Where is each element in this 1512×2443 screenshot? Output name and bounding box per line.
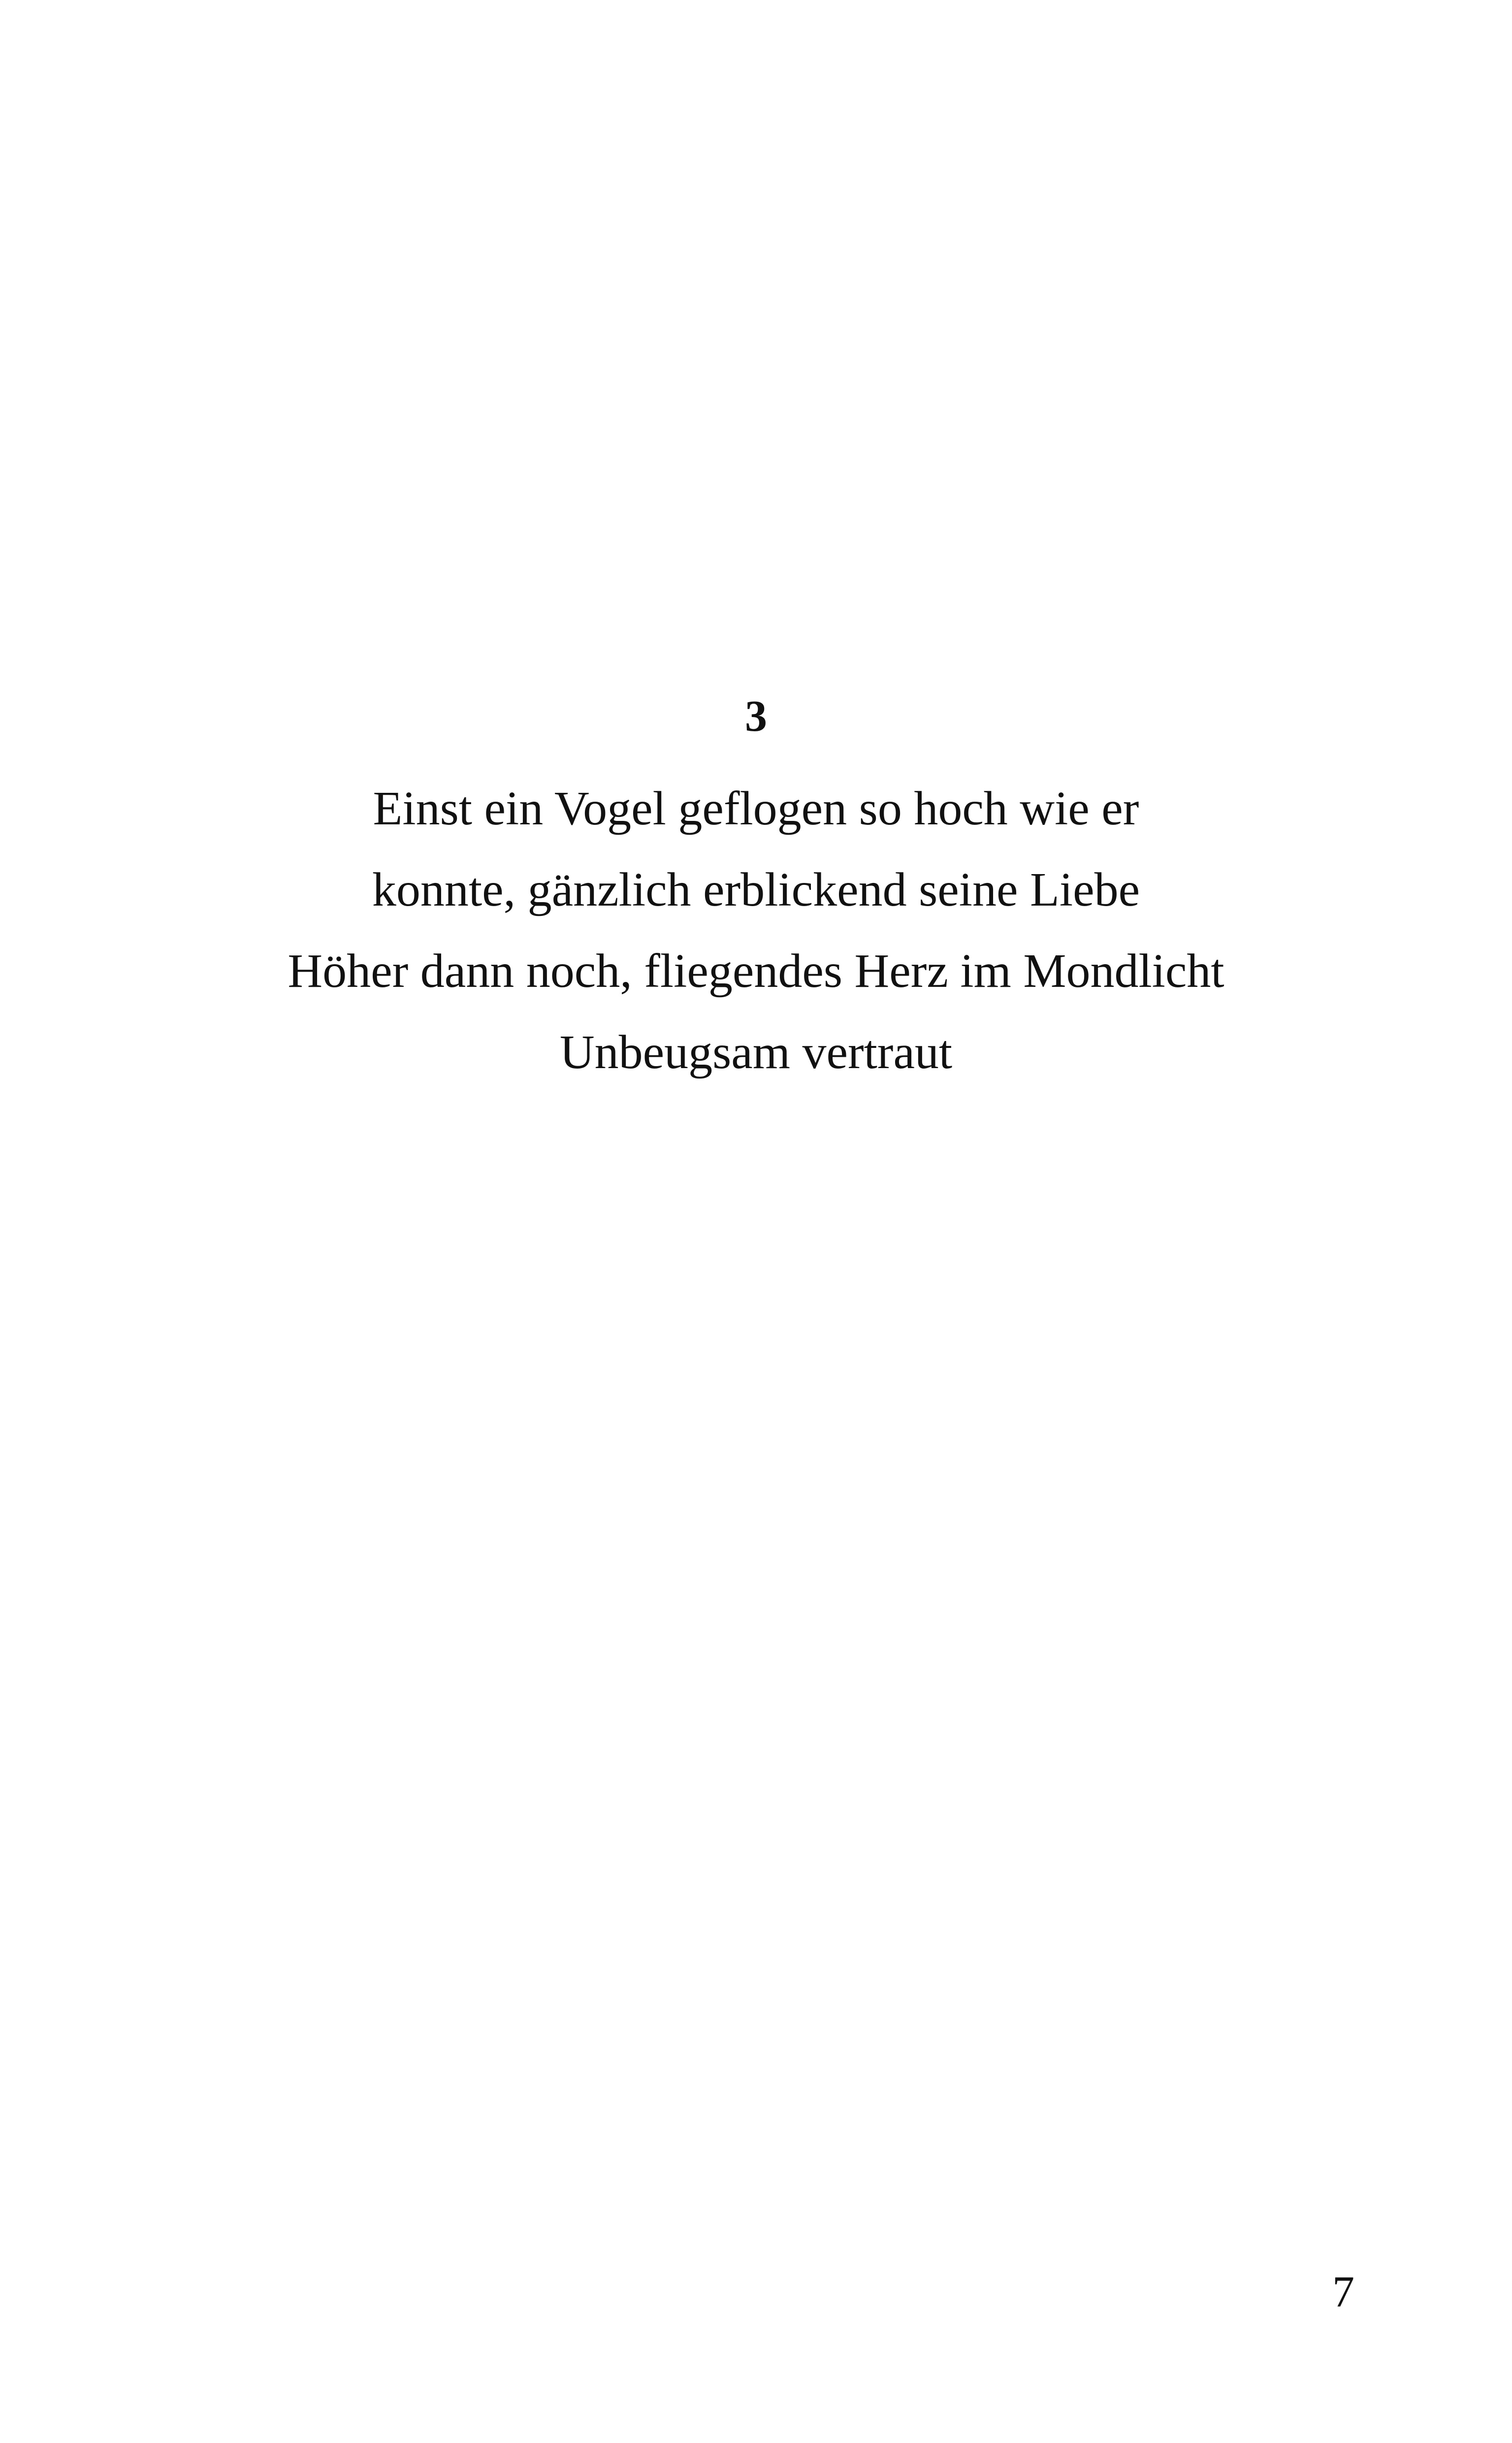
poem-block	[0, 689, 1512, 1093]
poem-line-1: Einst ein Vogel geflogen so hoch wie er	[373, 782, 1139, 835]
page-number: 7	[1332, 2268, 1354, 2316]
poem-number: 3	[745, 692, 767, 741]
poem-line-3: Höher dann noch, fliegendes Herz im Mondlicht	[288, 945, 1224, 998]
poem-line-2: konnte, gänzlich erblickend seine Liebe	[372, 863, 1140, 916]
poem-line-4: Unbeugsam vertraut	[559, 1026, 953, 1079]
